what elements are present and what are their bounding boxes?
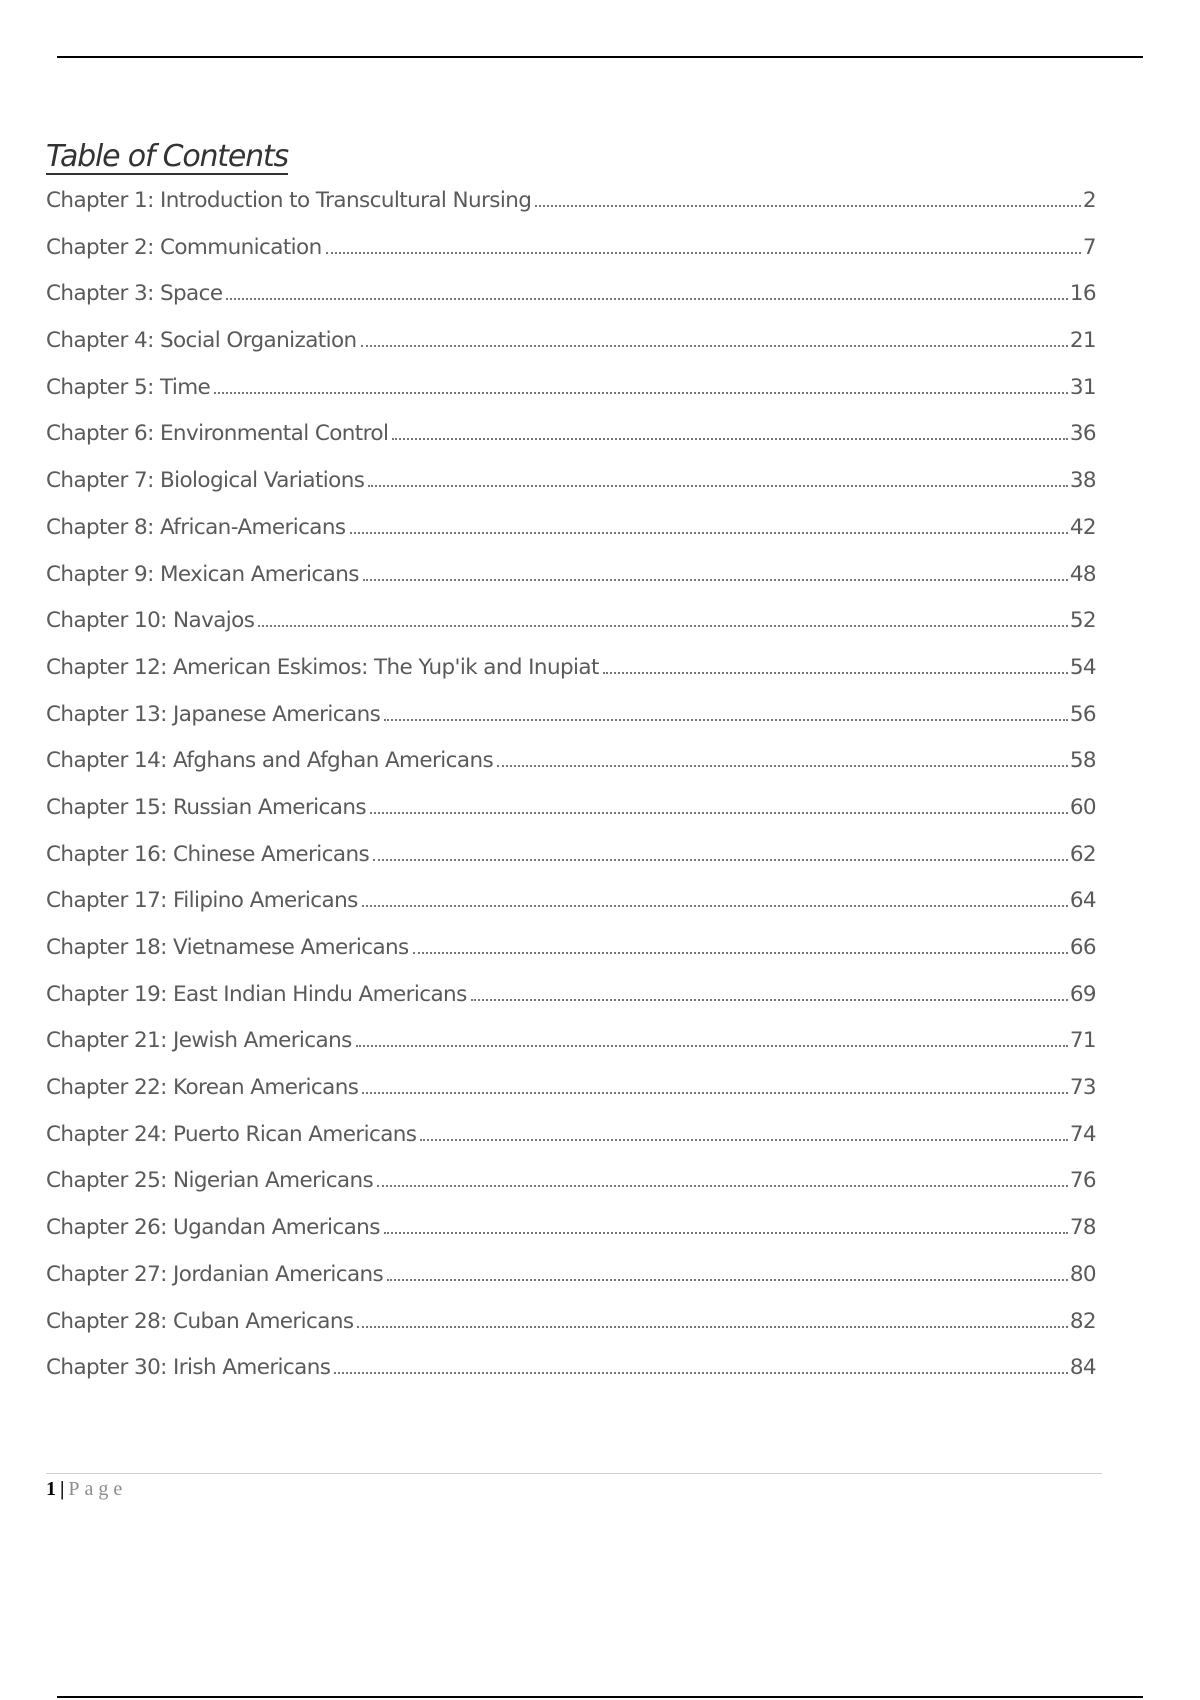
toc-entry[interactable]: [46, 185, 1096, 232]
toc-dot-leader: [497, 765, 1068, 767]
toc-entry[interactable]: [46, 699, 1096, 746]
toc-entry-label: Chapter 28: Cuban Americans: [46, 1308, 354, 1334]
toc-entry[interactable]: [46, 1352, 1096, 1399]
toc-list: [46, 185, 1096, 1399]
toc-entry-label: Chapter 13: Japanese Americans: [46, 701, 381, 727]
footer-page-label: Page: [68, 1478, 128, 1500]
toc-entry[interactable]: [46, 559, 1096, 606]
toc-entry-page: 76: [1069, 1168, 1096, 1194]
toc-dot-leader: [357, 1326, 1067, 1328]
footer-page-number: 1: [46, 1478, 56, 1500]
toc-dot-leader: [258, 625, 1068, 627]
toc-dot-leader: [373, 859, 1068, 861]
toc-entry-label: Chapter 19: East Indian Hindu Americans: [46, 981, 467, 1007]
toc-entry-page: 38: [1069, 468, 1096, 494]
toc-dot-leader: [413, 952, 1068, 954]
toc-entry-page: 16: [1069, 281, 1096, 307]
toc-dot-leader: [214, 392, 1068, 394]
footer-separator: |: [60, 1478, 65, 1500]
toc-dot-leader: [392, 438, 1067, 440]
toc-dot-leader: [226, 298, 1067, 300]
toc-entry-label: Chapter 26: Ugandan Americans: [46, 1215, 380, 1241]
page-footer: [46, 1478, 127, 1501]
toc-entry[interactable]: [46, 1025, 1096, 1072]
toc-entry-label: Chapter 10: Navajos: [46, 608, 255, 634]
toc-entry-label: Chapter 17: Filipino Americans: [46, 888, 358, 914]
toc-entry-label: Chapter 9: Mexican Americans: [46, 561, 359, 587]
toc-entry[interactable]: [46, 885, 1096, 932]
toc-entry-label: Chapter 18: Vietnamese Americans: [46, 935, 409, 960]
toc-entry-page: 64: [1069, 888, 1096, 914]
toc-entry[interactable]: [46, 1259, 1096, 1306]
toc-entry-label: Chapter 24: Puerto Rican Americans: [46, 1121, 417, 1147]
toc-entry[interactable]: [46, 1306, 1096, 1353]
toc-entry-page: 7: [1082, 234, 1096, 260]
toc-entry-label: Chapter 5: Time: [46, 374, 211, 400]
toc-entry[interactable]: [46, 652, 1096, 699]
toc-entry-page: 60: [1069, 794, 1096, 820]
header-rule: [57, 56, 1143, 58]
toc-entry-page: 21: [1069, 328, 1096, 354]
toc-entry[interactable]: [46, 839, 1096, 886]
toc-title: Table of Contents: [46, 139, 288, 174]
toc-entry-page: 36: [1069, 421, 1096, 447]
toc-entry-page: 80: [1069, 1261, 1096, 1287]
toc-entry-page: 71: [1069, 1028, 1096, 1054]
toc-entry-label: Chapter 30: Irish Americans: [46, 1355, 331, 1381]
toc-dot-leader: [387, 1279, 1068, 1281]
toc-entry[interactable]: [46, 1119, 1096, 1166]
toc-dot-leader: [350, 532, 1068, 534]
toc-entry-page: 74: [1069, 1121, 1096, 1147]
toc-dot-leader: [370, 812, 1068, 814]
toc-entry-page: 52: [1069, 608, 1096, 634]
toc-dot-leader: [368, 485, 1067, 487]
toc-dot-leader: [362, 1092, 1067, 1094]
toc-entry[interactable]: [46, 325, 1096, 372]
toc-entry-page: 69: [1069, 981, 1096, 1007]
toc-entry-label: Chapter 7: Biological Variations: [46, 468, 365, 494]
toc-entry-label: Chapter 3: Space: [46, 281, 223, 307]
toc-entry-label: Chapter 8: African-Americans: [46, 514, 346, 540]
toc-dot-leader: [362, 905, 1068, 907]
toc-dot-leader: [384, 1232, 1068, 1234]
toc-entry[interactable]: [46, 792, 1096, 839]
toc-entry-page: 31: [1069, 374, 1096, 400]
toc-entry[interactable]: [46, 465, 1096, 512]
toc-entry-label: Chapter 16: Chinese Americans: [46, 841, 370, 867]
toc-entry-page: 84: [1069, 1355, 1096, 1381]
toc-entry[interactable]: [46, 932, 1096, 979]
toc-entry-page: 56: [1069, 701, 1096, 727]
toc-dot-leader: [603, 672, 1068, 674]
toc-entry-page: 48: [1069, 561, 1096, 587]
toc-entry-label: Chapter 12: American Eskimos: The Yup'ik and Inupiat: [46, 654, 599, 680]
toc-entry[interactable]: [46, 745, 1096, 792]
toc-entry-label: Chapter 6: Environmental Control: [46, 421, 389, 447]
toc-dot-leader: [420, 1139, 1067, 1141]
toc-entry-label: Chapter 1: Introduction to Transcultural Nursing: [46, 188, 532, 213]
toc-entry[interactable]: [46, 605, 1096, 652]
toc-entry-label: Chapter 21: Jewish Americans: [46, 1028, 352, 1054]
toc-entry[interactable]: [46, 1072, 1096, 1119]
toc-entry-page: 82: [1069, 1308, 1096, 1334]
toc-entry-label: Chapter 25: Nigerian Americans: [46, 1168, 374, 1194]
toc-entry-label: Chapter 15: Russian Americans: [46, 794, 366, 820]
toc-entry[interactable]: [46, 418, 1096, 465]
toc-entry-page: 73: [1069, 1075, 1096, 1101]
toc-dot-leader: [361, 345, 1068, 347]
toc-dot-leader: [471, 999, 1068, 1001]
toc-dot-leader: [326, 252, 1081, 254]
toc-entry[interactable]: [46, 278, 1096, 325]
toc-dot-leader: [377, 1185, 1068, 1187]
toc-entry-label: Chapter 4: Social Organization: [46, 328, 357, 354]
toc-dot-leader: [384, 719, 1068, 721]
toc-entry-page: 54: [1069, 654, 1096, 680]
toc-entry-page: 58: [1069, 748, 1096, 774]
toc-entry-page: 66: [1069, 935, 1096, 960]
toc-entry-label: Chapter 2: Communication: [46, 234, 322, 260]
toc-entry[interactable]: [46, 1212, 1096, 1259]
toc-dot-leader: [363, 579, 1068, 581]
toc-entry-page: 78: [1069, 1215, 1096, 1241]
toc-entry-page: 2: [1082, 188, 1096, 213]
toc-dot-leader: [334, 1372, 1067, 1374]
bottom-rule: [57, 1696, 1143, 1698]
toc-entry-label: Chapter 14: Afghans and Afghan Americans: [46, 748, 494, 774]
toc-entry-page: 62: [1069, 841, 1096, 867]
toc-entry[interactable]: [46, 979, 1096, 1026]
toc-dot-leader: [535, 205, 1081, 207]
toc-entry-label: Chapter 27: Jordanian Americans: [46, 1261, 384, 1287]
toc-entry[interactable]: [46, 232, 1096, 279]
toc-entry[interactable]: [46, 372, 1096, 419]
toc-entry-page: 42: [1069, 514, 1096, 540]
toc-entry[interactable]: [46, 512, 1096, 559]
toc-dot-leader: [356, 1045, 1068, 1047]
toc-entry-label: Chapter 22: Korean Americans: [46, 1075, 359, 1101]
footer-rule: [46, 1473, 1102, 1474]
toc-entry[interactable]: [46, 1165, 1096, 1212]
